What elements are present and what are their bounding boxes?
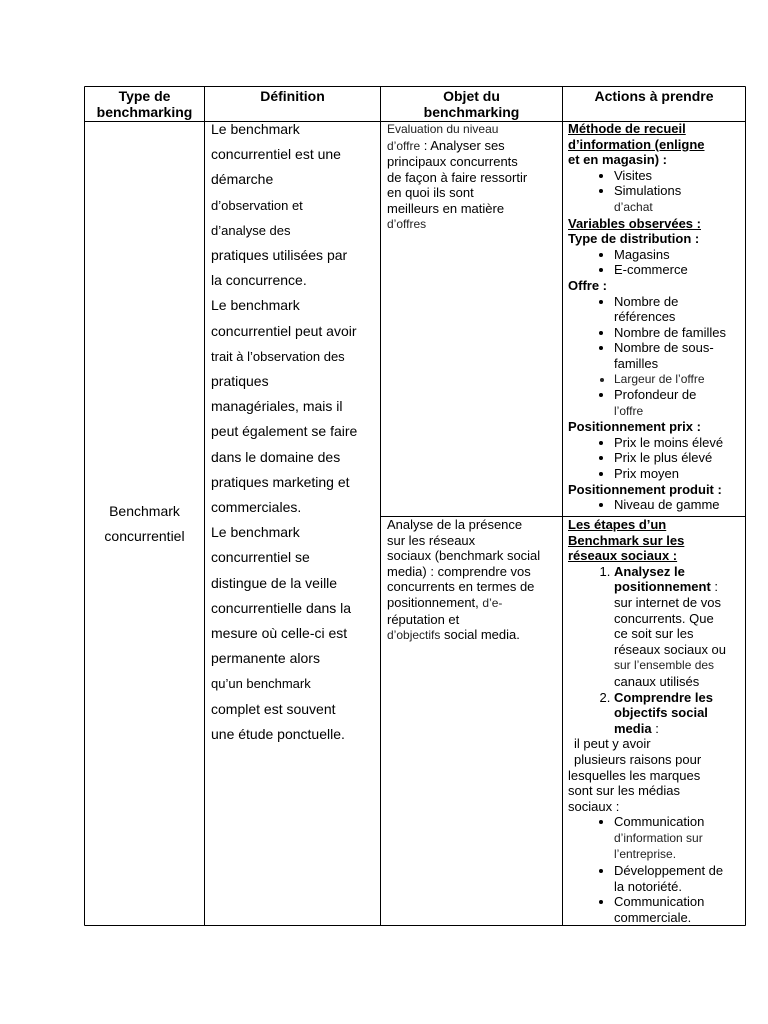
produit-heading: Positionnement produit : xyxy=(568,481,722,497)
objet1-line: meilleurs en matière xyxy=(387,200,505,216)
definition-line: concurrentiel peut avoir xyxy=(211,322,357,339)
raisons-line: plusieurs raisons pour xyxy=(574,751,702,767)
definition-line: peut également se faire xyxy=(211,423,358,440)
objet2-line: concurrents en termes de xyxy=(387,579,535,595)
raisons-list xyxy=(568,814,744,925)
methode-heading: Méthode de recueil xyxy=(568,121,686,136)
definition-line: la concurrence. xyxy=(211,272,307,289)
definition-cell xyxy=(211,117,379,747)
list-item: • Communication d’information sur l’entreprise. xyxy=(614,814,744,863)
etapes-heading: réseaux sociaux : xyxy=(568,548,678,564)
definition-line: dans le domaine des xyxy=(211,448,341,465)
definition-line: Le benchmark xyxy=(211,121,300,137)
objet2-line: Analyse de la présence xyxy=(387,517,523,532)
definition-line: permanente alors xyxy=(211,650,320,667)
list-item: • Prix le plus élevé xyxy=(614,450,744,466)
definition-line: commerciales. xyxy=(211,499,302,516)
etapes-list xyxy=(568,564,744,737)
definition-line: pratiques marketing et xyxy=(211,473,350,490)
methode-heading: d’information (enligne xyxy=(568,136,705,152)
methode-list xyxy=(568,168,744,216)
definition-line: pratiques xyxy=(211,373,269,390)
list-item: • Magasins xyxy=(614,247,744,263)
objet2-line: media) : comprendre vos xyxy=(387,563,531,579)
definition-line: démarche xyxy=(211,171,274,188)
list-item: • Niveau de gamme xyxy=(614,497,744,513)
definition-line: concurrentielle dans la xyxy=(211,599,352,616)
definition-line: qu’un benchmark xyxy=(211,676,311,692)
actions-cell-1 xyxy=(568,121,744,513)
objet2-line: d’e- xyxy=(482,595,503,610)
type-line-1: Benchmark xyxy=(109,502,180,519)
objet2-line: sociaux (benchmark social xyxy=(387,548,541,564)
offre-heading: Offre : xyxy=(568,277,607,293)
etapes-heading: Benchmark sur les xyxy=(568,532,685,548)
offre-list xyxy=(568,294,744,420)
prix-heading: Positionnement prix : xyxy=(568,419,701,435)
definition-line: concurrentiel est une xyxy=(211,146,341,163)
distribution-list xyxy=(568,247,744,278)
definition-line: une étude ponctuelle. xyxy=(211,725,345,742)
definition-line: Le benchmark xyxy=(211,297,300,314)
methode-heading: et en magasin) : xyxy=(568,152,667,168)
objet1-line: d’offre xyxy=(387,138,421,153)
objet-cell-1 xyxy=(387,121,560,232)
definition-line: complet est souvent xyxy=(211,700,336,717)
prix-list xyxy=(568,435,744,482)
list-item: • Prix moyen xyxy=(614,466,744,482)
header-objet: Objet du benchmarking xyxy=(423,88,520,120)
definition-line: managériales, mais il xyxy=(211,398,343,415)
objet2-line: d’objectifs xyxy=(387,628,441,643)
objet2-line: sur les réseaux xyxy=(387,532,476,548)
list-item: • Largeur de l’offre xyxy=(614,372,744,388)
type-cell xyxy=(85,122,204,925)
list-item: • Développement de la notoriété. xyxy=(614,863,744,894)
definition-line: Le benchmark xyxy=(211,524,300,541)
objet1-line: d’offres xyxy=(387,216,427,231)
etapes-heading: Les étapes d’un xyxy=(568,517,667,532)
objet2-line: positionnement, xyxy=(387,594,483,610)
produit-list xyxy=(568,497,744,513)
definition-line: d’analyse des xyxy=(211,222,291,238)
variables-heading: Variables observées : xyxy=(568,215,701,231)
list-item: • Nombre de références xyxy=(614,294,744,325)
header-definition: Définition xyxy=(260,88,325,104)
list-item: • Profondeur de l’offre xyxy=(614,387,744,419)
distribution-heading: Type de distribution : xyxy=(568,231,700,247)
definition-line: pratiques utilisées par xyxy=(211,247,348,264)
objet2-line: réputation et xyxy=(387,611,460,627)
list-item: • Simulations d’achat xyxy=(614,183,744,215)
type-line-2: concurrentiel xyxy=(104,527,185,544)
definition-line: distingue de la veille xyxy=(211,574,338,591)
list-item: • Visites xyxy=(614,168,744,184)
list-item: • Nombre de sous- familles xyxy=(614,340,744,371)
raisons-line: lesquelles les marques xyxy=(568,767,701,783)
list-item: 2. Comprendre les objectifs social media : xyxy=(614,690,744,737)
header-actions: Actions à prendre xyxy=(594,88,714,104)
objet2-line: social media. xyxy=(440,627,520,643)
objet-cell-2 xyxy=(387,517,560,644)
objet1-line: en quoi ils sont xyxy=(387,185,474,201)
raisons-line: sont sur les médias xyxy=(568,783,680,799)
list-item: • Prix le moins élevé xyxy=(614,435,744,451)
actions-cell-2 xyxy=(568,517,744,925)
objet1-line: de façon à faire ressortir xyxy=(387,169,528,185)
raisons-line: il peut y avoir xyxy=(574,736,651,752)
definition-line: d’observation et xyxy=(211,197,303,213)
definition-line: trait à l’observation des xyxy=(211,348,345,364)
header-type: Type de benchmarking xyxy=(96,88,193,120)
list-item: • Communication commerciale. xyxy=(614,894,744,925)
objet1-line: : Analyser ses xyxy=(420,137,505,153)
objet1-line: principaux concurrents xyxy=(387,154,518,170)
list-item: • E-commerce xyxy=(614,262,744,278)
definition-line: mesure où celle-ci est xyxy=(211,625,348,642)
list-item: 1. Analysez le positionnement : sur internet de vos concurrents. Que ce soit sur les réseaux sociaux ou sur l’ensemble des canaux utilisés xyxy=(614,564,744,690)
objet1-line: Evaluation du niveau xyxy=(387,122,499,136)
list-item: • Nombre de familles xyxy=(614,325,744,341)
definition-line: concurrentiel se xyxy=(211,549,310,566)
raisons-line: sociaux : xyxy=(568,798,620,814)
